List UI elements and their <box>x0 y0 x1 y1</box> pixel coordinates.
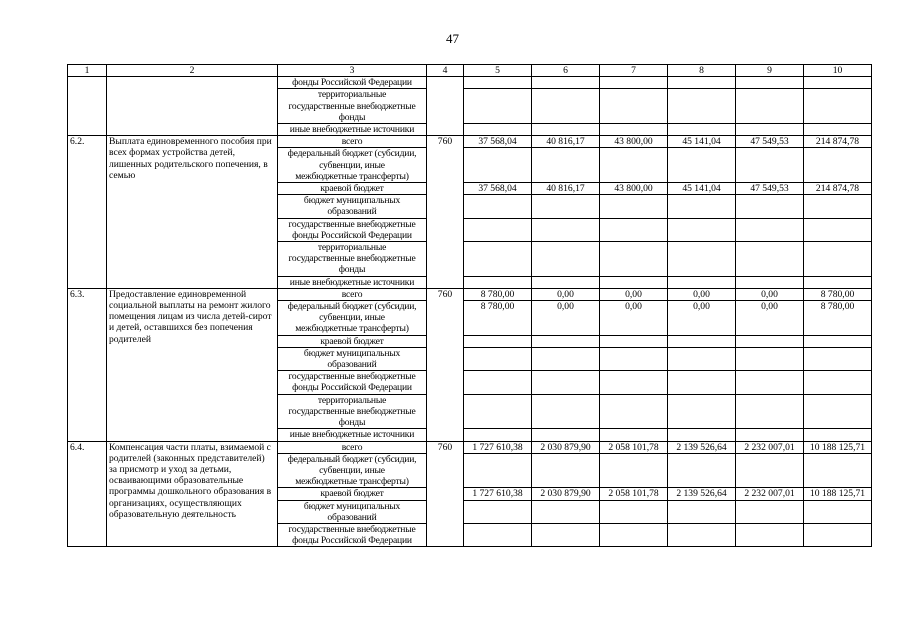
amount-cell <box>668 429 736 441</box>
amount-cell <box>736 453 804 488</box>
amount-cell <box>600 347 668 370</box>
budget-table <box>67 64 872 547</box>
amount-cell <box>736 148 804 183</box>
amount-cell <box>532 242 600 277</box>
amount-cell <box>668 148 736 183</box>
amount-cell <box>804 347 872 370</box>
amount-cell: 45 141,04 <box>668 183 736 195</box>
amount-cell: 37 568,04 <box>464 183 532 195</box>
funding-source: краевой бюджет <box>278 488 427 500</box>
amount-cell <box>668 124 736 136</box>
amount-cell: 214 874,78 <box>804 136 872 148</box>
amount-cell: 43 800,00 <box>600 183 668 195</box>
amount-cell <box>600 523 668 546</box>
amount-cell <box>804 394 872 429</box>
amount-cell <box>668 77 736 89</box>
funding-source: государственные внебюджетные фонды Российской Федерации <box>278 218 427 241</box>
amount-cell <box>464 394 532 429</box>
funding-source: бюджет муниципальных образований <box>278 347 427 370</box>
header-cell: 10 <box>804 65 872 77</box>
amount-cell <box>668 218 736 241</box>
funding-source: федеральный бюджет (субсидии, субвенции, иные межбюджетные трансферты) <box>278 301 427 336</box>
amount-cell <box>464 242 532 277</box>
amount-cell: 2 139 526,64 <box>668 488 736 500</box>
budget-code: 760 <box>427 441 464 547</box>
amount-cell: 10 188 125,71 <box>804 488 872 500</box>
item-row <box>68 288 872 300</box>
funding-source: всего <box>278 288 427 300</box>
amount-cell <box>736 77 804 89</box>
amount-cell <box>600 371 668 394</box>
budget-code: 760 <box>427 288 464 441</box>
budget-code: 760 <box>427 136 464 289</box>
amount-cell <box>464 371 532 394</box>
amount-cell <box>532 335 600 347</box>
amount-cell <box>600 77 668 89</box>
amount-cell <box>464 124 532 136</box>
amount-cell <box>600 148 668 183</box>
amount-cell <box>804 195 872 218</box>
funding-source: территориальные государственные внебюджетные фонды <box>278 89 427 124</box>
amount-cell <box>668 242 736 277</box>
amount-cell: 0,00 <box>532 301 600 336</box>
amount-cell: 0,00 <box>600 301 668 336</box>
amount-cell <box>600 89 668 124</box>
funding-source: федеральный бюджет (субсидии, субвенции, иные межбюджетные трансферты) <box>278 148 427 183</box>
funding-source: территориальные государственные внебюджетные фонды <box>278 242 427 277</box>
header-cell: 3 <box>278 65 427 77</box>
amount-cell: 47 549,53 <box>736 183 804 195</box>
amount-cell <box>804 335 872 347</box>
header-cell: 1 <box>68 65 107 77</box>
funding-source: федеральный бюджет (субсидии, субвенции, иные межбюджетные трансферты) <box>278 453 427 488</box>
amount-cell <box>668 89 736 124</box>
amount-cell: 40 816,17 <box>532 183 600 195</box>
amount-cell <box>600 394 668 429</box>
amount-cell <box>532 500 600 523</box>
item-number: 6.4. <box>68 441 107 547</box>
amount-cell <box>804 148 872 183</box>
amount-cell <box>668 195 736 218</box>
amount-cell <box>804 77 872 89</box>
amount-cell: 0,00 <box>600 288 668 300</box>
amount-cell <box>532 218 600 241</box>
amount-cell <box>736 218 804 241</box>
amount-cell <box>600 429 668 441</box>
header-cell: 5 <box>464 65 532 77</box>
amount-cell <box>600 453 668 488</box>
amount-cell <box>668 523 736 546</box>
amount-cell <box>532 523 600 546</box>
funding-source: бюджет муниципальных образований <box>278 195 427 218</box>
amount-cell <box>600 500 668 523</box>
amount-cell <box>532 371 600 394</box>
funding-source: краевой бюджет <box>278 183 427 195</box>
amount-cell <box>804 276 872 288</box>
carryover-num-cell <box>68 77 107 136</box>
amount-cell <box>532 77 600 89</box>
funding-source: государственные внебюджетные фонды Российской Федерации <box>278 523 427 546</box>
amount-cell <box>464 429 532 441</box>
amount-cell <box>600 335 668 347</box>
amount-cell: 2 058 101,78 <box>600 441 668 453</box>
carryover-name-cell <box>107 77 278 136</box>
amount-cell <box>464 500 532 523</box>
amount-cell <box>532 124 600 136</box>
amount-cell <box>532 89 600 124</box>
amount-cell <box>736 347 804 370</box>
amount-cell: 37 568,04 <box>464 136 532 148</box>
amount-cell: 45 141,04 <box>668 136 736 148</box>
amount-cell <box>804 523 872 546</box>
amount-cell <box>464 89 532 124</box>
amount-cell <box>736 500 804 523</box>
amount-cell: 2 030 879,90 <box>532 488 600 500</box>
amount-cell: 0,00 <box>736 288 804 300</box>
amount-cell: 1 727 610,38 <box>464 441 532 453</box>
amount-cell <box>668 394 736 429</box>
amount-cell <box>736 429 804 441</box>
amount-cell: 43 800,00 <box>600 136 668 148</box>
amount-cell <box>736 394 804 429</box>
funding-source: всего <box>278 441 427 453</box>
amount-cell: 2 232 007,01 <box>736 488 804 500</box>
amount-cell <box>736 242 804 277</box>
amount-cell: 0,00 <box>668 301 736 336</box>
amount-cell: 1 727 610,38 <box>464 488 532 500</box>
amount-cell <box>804 371 872 394</box>
amount-cell <box>464 347 532 370</box>
header-cell: 2 <box>107 65 278 77</box>
amount-cell: 0,00 <box>532 288 600 300</box>
amount-cell <box>464 218 532 241</box>
header-cell: 7 <box>600 65 668 77</box>
header-cell: 9 <box>736 65 804 77</box>
item-name: Выплата единовременного пособия при всех формах устройства детей, лишенных родительского попечения, в семью <box>107 136 278 289</box>
item-number: 6.3. <box>68 288 107 441</box>
amount-cell <box>668 276 736 288</box>
amount-cell <box>804 453 872 488</box>
funding-source: иные внебюджетные источники <box>278 124 427 136</box>
amount-cell <box>532 453 600 488</box>
amount-cell <box>736 523 804 546</box>
item-name: Компенсация части платы, взимаемой с родителей (законных представителей) за присмотр и уход за детьми, осваивающими образовательные программы дошкольного образования в организациях, осуществляющих образовательную деятельность <box>107 441 278 547</box>
amount-cell <box>532 347 600 370</box>
amount-cell <box>532 276 600 288</box>
amount-cell <box>464 453 532 488</box>
amount-cell <box>804 218 872 241</box>
header-cell: 8 <box>668 65 736 77</box>
amount-cell: 214 874,78 <box>804 183 872 195</box>
funding-source: краевой бюджет <box>278 335 427 347</box>
item-number: 6.2. <box>68 136 107 289</box>
amount-cell <box>804 429 872 441</box>
amount-cell <box>464 276 532 288</box>
amount-cell: 2 030 879,90 <box>532 441 600 453</box>
amount-cell <box>668 453 736 488</box>
amount-cell <box>668 347 736 370</box>
amount-cell <box>668 371 736 394</box>
amount-cell <box>464 77 532 89</box>
amount-cell <box>804 89 872 124</box>
item-name: Предоставление единовременной социальной выплаты на ремонт жилого помещения лицам из числа детей-сирот и детей, оставшихся без попечения родителей <box>107 288 278 441</box>
funding-source: фонды Российской Федерации <box>278 77 427 89</box>
amount-cell <box>464 148 532 183</box>
amount-cell: 10 188 125,71 <box>804 441 872 453</box>
amount-cell <box>600 276 668 288</box>
funding-source: государственные внебюджетные фонды Российской Федерации <box>278 371 427 394</box>
amount-cell <box>532 195 600 218</box>
budget-code <box>427 77 464 136</box>
amount-cell <box>532 429 600 441</box>
amount-cell <box>736 335 804 347</box>
item-row <box>68 441 872 453</box>
amount-cell: 8 780,00 <box>804 301 872 336</box>
amount-cell <box>736 195 804 218</box>
item-row <box>68 136 872 148</box>
amount-cell <box>668 500 736 523</box>
amount-cell <box>668 335 736 347</box>
amount-cell: 8 780,00 <box>464 301 532 336</box>
amount-cell <box>532 148 600 183</box>
amount-cell <box>532 394 600 429</box>
amount-cell <box>464 195 532 218</box>
header-cell: 6 <box>532 65 600 77</box>
header-cell: 4 <box>427 65 464 77</box>
amount-cell <box>804 500 872 523</box>
amount-cell <box>464 523 532 546</box>
amount-cell <box>600 124 668 136</box>
header-row <box>68 65 872 77</box>
amount-cell: 40 816,17 <box>532 136 600 148</box>
amount-cell: 0,00 <box>668 288 736 300</box>
amount-cell <box>736 124 804 136</box>
amount-cell <box>600 242 668 277</box>
amount-cell: 0,00 <box>736 301 804 336</box>
amount-cell: 2 232 007,01 <box>736 441 804 453</box>
funding-source: иные внебюджетные источники <box>278 276 427 288</box>
amount-cell <box>600 218 668 241</box>
amount-cell <box>804 124 872 136</box>
amount-cell: 8 780,00 <box>464 288 532 300</box>
amount-cell <box>736 371 804 394</box>
amount-cell <box>600 195 668 218</box>
amount-cell: 2 139 526,64 <box>668 441 736 453</box>
amount-cell: 8 780,00 <box>804 288 872 300</box>
page-number: 47 <box>446 31 459 46</box>
funding-source: иные внебюджетные источники <box>278 429 427 441</box>
funding-source: всего <box>278 136 427 148</box>
funding-source: бюджет муниципальных образований <box>278 500 427 523</box>
amount-cell <box>804 242 872 277</box>
amount-cell <box>464 335 532 347</box>
amount-cell: 2 058 101,78 <box>600 488 668 500</box>
funding-source: территориальные государственные внебюджетные фонды <box>278 394 427 429</box>
amount-cell <box>736 276 804 288</box>
amount-cell: 47 549,53 <box>736 136 804 148</box>
carryover-row <box>68 77 872 89</box>
amount-cell <box>736 89 804 124</box>
